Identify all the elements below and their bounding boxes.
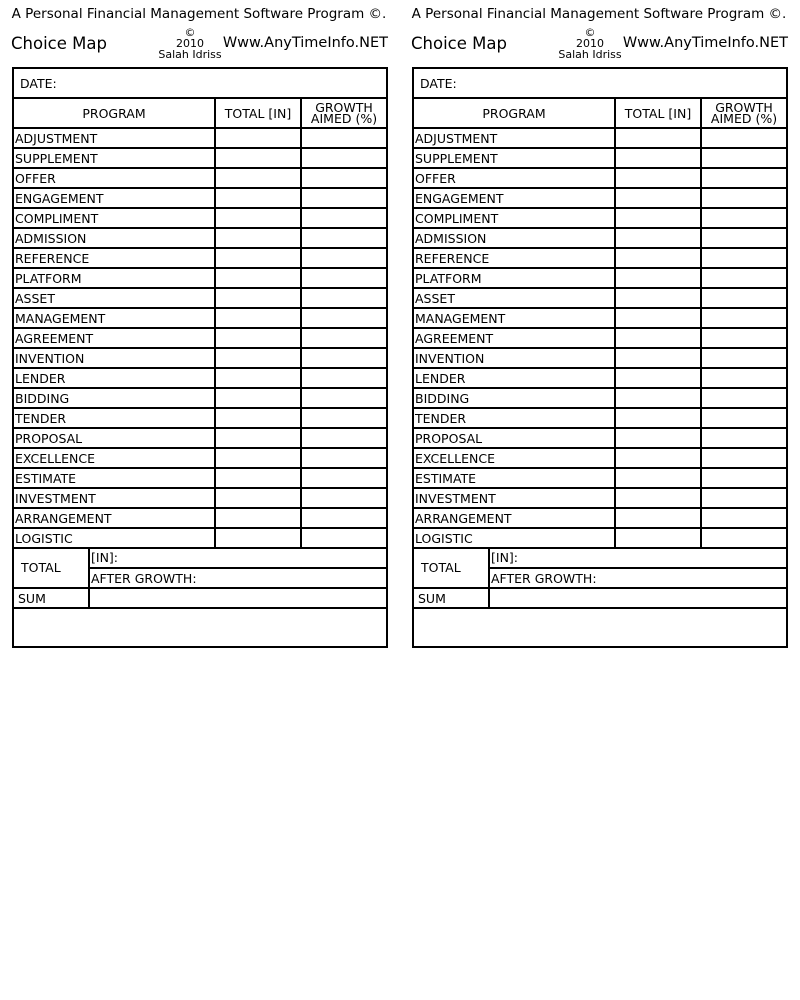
growth-aimed-cell[interactable]: [702, 369, 786, 387]
program-name: LENDER: [14, 369, 216, 387]
program-name: TENDER: [414, 409, 616, 427]
total-in-cell[interactable]: [216, 309, 302, 327]
program-name: ARRANGEMENT: [414, 509, 616, 527]
notes-area[interactable]: [414, 609, 786, 646]
table-row: [414, 189, 786, 209]
table-row: [414, 489, 786, 509]
growth-aimed-cell[interactable]: [302, 469, 386, 487]
total-in-cell[interactable]: [616, 209, 702, 227]
growth-aimed-cell[interactable]: [302, 389, 386, 407]
total-in-cell[interactable]: [216, 349, 302, 367]
growth-aimed-cell[interactable]: [702, 249, 786, 267]
table-row: [14, 269, 386, 289]
program-name: EXCELLENCE: [14, 449, 216, 467]
table-row: [14, 469, 386, 489]
copyright-year: 2010: [176, 37, 204, 50]
growth-column-header: GROWTH AIMED (%): [302, 99, 386, 129]
total-in-cell[interactable]: [616, 249, 702, 267]
program-name: INVENTION: [414, 349, 616, 367]
copyright-year: 2010: [576, 37, 604, 50]
total-in-cell[interactable]: [216, 529, 302, 547]
growth-aimed-cell[interactable]: [302, 449, 386, 467]
growth-aimed-cell[interactable]: [302, 509, 386, 527]
total-in-cell[interactable]: [616, 389, 702, 407]
program-name: PLATFORM: [14, 269, 216, 287]
program-column-header: PROGRAM: [414, 99, 616, 129]
program-name: ENGAGEMENT: [14, 189, 216, 207]
total-in-cell[interactable]: [616, 409, 702, 427]
program-name: AGREEMENT: [14, 329, 216, 347]
program-name: ASSET: [414, 289, 616, 307]
growth-aimed-cell[interactable]: [702, 229, 786, 247]
table-row: [14, 369, 386, 389]
growth-aimed-cell[interactable]: [302, 229, 386, 247]
table-row: [14, 149, 386, 169]
table-row: [14, 409, 386, 429]
growth-aimed-cell[interactable]: [702, 329, 786, 347]
total-in-cell[interactable]: [216, 409, 302, 427]
sum-field[interactable]: [490, 589, 786, 609]
growth-aimed-cell[interactable]: [702, 209, 786, 227]
table-row: [414, 449, 786, 469]
copyright-symbol: ©: [584, 26, 596, 39]
growth-aimed-cell[interactable]: [302, 429, 386, 447]
date-label: DATE:: [420, 76, 457, 91]
growth-aimed-cell[interactable]: [702, 409, 786, 427]
program-name: OFFER: [14, 169, 216, 187]
table-row: [414, 409, 786, 429]
growth-aimed-cell[interactable]: [702, 189, 786, 207]
growth-aimed-cell[interactable]: [302, 329, 386, 347]
growth-aimed-cell[interactable]: [302, 369, 386, 387]
program-name: EXCELLENCE: [414, 449, 616, 467]
growth-aimed-cell[interactable]: [702, 149, 786, 167]
tagline: A Personal Financial Management Software Program ©.: [411, 6, 787, 22]
table-row: [414, 149, 786, 169]
total-in-cell[interactable]: [216, 329, 302, 347]
table-row: [414, 269, 786, 289]
program-name: PROPOSAL: [14, 429, 216, 447]
growth-aimed-cell[interactable]: [702, 289, 786, 307]
growth-aimed-cell[interactable]: [302, 529, 386, 547]
total-in-cell[interactable]: [616, 489, 702, 507]
total-in-cell[interactable]: [616, 169, 702, 187]
program-name: ASSET: [14, 289, 216, 307]
table-row: [414, 349, 786, 369]
program-name: MANAGEMENT: [414, 309, 616, 327]
growth-aimed-cell[interactable]: [702, 509, 786, 527]
growth-aimed-cell[interactable]: [702, 469, 786, 487]
growth-aimed-cell[interactable]: [702, 309, 786, 327]
total-in-cell[interactable]: [616, 469, 702, 487]
table-row: [14, 349, 386, 369]
total-in-cell[interactable]: [616, 449, 702, 467]
notes-area[interactable]: [14, 609, 386, 646]
total-in-cell[interactable]: [216, 469, 302, 487]
program-name: LOGISTIC: [414, 529, 616, 547]
program-name: ADJUSTMENT: [14, 129, 216, 147]
copyright-block: [550, 27, 630, 60]
program-name: PROPOSAL: [414, 429, 616, 447]
after-growth-field[interactable]: [90, 569, 386, 589]
growth-aimed-cell[interactable]: [302, 489, 386, 507]
total-in-cell[interactable]: [616, 369, 702, 387]
growth-aimed-cell[interactable]: [302, 169, 386, 187]
total-in-label: [IN]:: [491, 550, 519, 565]
table-row: [14, 229, 386, 249]
program-name: ESTIMATE: [14, 469, 216, 487]
table-row: [14, 309, 386, 329]
program-name: LENDER: [414, 369, 616, 387]
growth-aimed-cell[interactable]: [702, 349, 786, 367]
table-row: [14, 129, 386, 149]
copyright-author: Salah Idriss: [558, 48, 622, 61]
total-in-cell[interactable]: [216, 449, 302, 467]
after-growth-label: AFTER GROWTH:: [491, 571, 597, 586]
program-name: COMPLIMENT: [414, 209, 616, 227]
program-name: COMPLIMENT: [14, 209, 216, 227]
table-row: [14, 489, 386, 509]
total-in-cell[interactable]: [216, 229, 302, 247]
table-row: [414, 469, 786, 489]
program-name: PLATFORM: [414, 269, 616, 287]
total-in-cell[interactable]: [616, 429, 702, 447]
growth-aimed-cell[interactable]: [302, 309, 386, 327]
table-row: [14, 289, 386, 309]
table-row: [414, 129, 786, 149]
growth-aimed-cell[interactable]: [302, 269, 386, 287]
table-row: [414, 249, 786, 269]
table-row: [414, 169, 786, 189]
program-name: REFERENCE: [414, 249, 616, 267]
date-field[interactable]: [414, 69, 786, 99]
sum-label: SUM: [414, 589, 490, 609]
program-name: AGREEMENT: [414, 329, 616, 347]
growth-aimed-cell[interactable]: [302, 189, 386, 207]
table-row: [414, 229, 786, 249]
program-name: ESTIMATE: [414, 469, 616, 487]
program-name: INVESTMENT: [14, 489, 216, 507]
page-title: Choice Map: [411, 34, 507, 53]
total-in-cell[interactable]: [616, 329, 702, 347]
total-in-cell[interactable]: [216, 249, 302, 267]
growth-aimed-cell[interactable]: [302, 409, 386, 427]
program-name: ENGAGEMENT: [414, 189, 616, 207]
program-name: TENDER: [14, 409, 216, 427]
total-in-cell[interactable]: [216, 509, 302, 527]
sum-field[interactable]: [90, 589, 386, 609]
after-growth-label: AFTER GROWTH:: [91, 571, 197, 586]
total-in-cell[interactable]: [616, 289, 702, 307]
growth-aimed-cell[interactable]: [702, 429, 786, 447]
total-in-field[interactable]: [90, 549, 386, 569]
table-row: [14, 169, 386, 189]
total-in-cell[interactable]: [216, 129, 302, 147]
total-in-cell[interactable]: [216, 209, 302, 227]
total-in-cell[interactable]: [616, 269, 702, 287]
total-in-cell[interactable]: [216, 289, 302, 307]
program-name: SUPPLEMENT: [14, 149, 216, 167]
growth-aimed-cell[interactable]: [302, 129, 386, 147]
total-column-header: TOTAL [IN]: [216, 99, 302, 129]
total-label: TOTAL: [14, 549, 90, 589]
growth-aimed-cell[interactable]: [702, 129, 786, 147]
table-row: [414, 429, 786, 449]
choice-map-panel-left: [10, 0, 388, 650]
growth-aimed-cell[interactable]: [702, 169, 786, 187]
growth-aimed-cell[interactable]: [302, 209, 386, 227]
program-name: ADMISSION: [414, 229, 616, 247]
after-growth-field[interactable]: [490, 569, 786, 589]
program-name: LOGISTIC: [14, 529, 216, 547]
total-in-cell[interactable]: [616, 529, 702, 547]
table-row: [14, 249, 386, 269]
table-row: [14, 529, 386, 549]
growth-aimed-cell[interactable]: [702, 269, 786, 287]
growth-aimed-cell[interactable]: [302, 149, 386, 167]
table-row: [14, 209, 386, 229]
copyright-author: Salah Idriss: [158, 48, 222, 61]
program-name: ADMISSION: [14, 229, 216, 247]
total-in-cell[interactable]: [616, 129, 702, 147]
total-label: TOTAL: [414, 549, 490, 589]
growth-aimed-cell[interactable]: [302, 289, 386, 307]
total-in-field[interactable]: [490, 549, 786, 569]
table-row: [14, 389, 386, 409]
program-name: SUPPLEMENT: [414, 149, 616, 167]
sum-label: SUM: [14, 589, 90, 609]
table-row: [414, 369, 786, 389]
total-in-cell[interactable]: [616, 349, 702, 367]
table-row: [414, 529, 786, 549]
choice-map-form: [412, 67, 788, 648]
program-name: ADJUSTMENT: [414, 129, 616, 147]
growth-aimed-cell[interactable]: [302, 349, 386, 367]
total-in-cell[interactable]: [616, 509, 702, 527]
total-in-cell[interactable]: [216, 169, 302, 187]
table-row: [14, 329, 386, 349]
growth-aimed-cell[interactable]: [702, 529, 786, 547]
table-row: [14, 509, 386, 529]
growth-column-header: GROWTH AIMED (%): [702, 99, 786, 129]
growth-aimed-cell[interactable]: [702, 449, 786, 467]
choice-map-form: [12, 67, 388, 648]
growth-aimed-cell[interactable]: [702, 489, 786, 507]
total-in-cell[interactable]: [216, 149, 302, 167]
program-column-header: PROGRAM: [14, 99, 216, 129]
total-in-cell[interactable]: [616, 149, 702, 167]
total-in-cell[interactable]: [216, 489, 302, 507]
table-row: [14, 189, 386, 209]
page-title: Choice Map: [11, 34, 107, 53]
table-row: [14, 429, 386, 449]
copyright-block: [150, 27, 230, 60]
table-row: [414, 329, 786, 349]
table-row: [414, 309, 786, 329]
total-in-cell[interactable]: [216, 389, 302, 407]
program-name: BIDDING: [14, 389, 216, 407]
program-name: BIDDING: [414, 389, 616, 407]
table-row: [414, 209, 786, 229]
table-row: [414, 509, 786, 529]
total-in-cell[interactable]: [616, 189, 702, 207]
total-in-cell[interactable]: [216, 189, 302, 207]
total-in-cell[interactable]: [216, 369, 302, 387]
total-in-cell[interactable]: [216, 429, 302, 447]
table-row: [14, 449, 386, 469]
total-in-cell[interactable]: [616, 309, 702, 327]
program-name: INVENTION: [14, 349, 216, 367]
program-name: MANAGEMENT: [14, 309, 216, 327]
choice-map-panel-right: [410, 0, 788, 650]
total-column-header: TOTAL [IN]: [616, 99, 702, 129]
table-row: [414, 289, 786, 309]
growth-aimed-cell[interactable]: [702, 389, 786, 407]
growth-aimed-cell[interactable]: [302, 249, 386, 267]
program-name: REFERENCE: [14, 249, 216, 267]
total-in-cell[interactable]: [216, 269, 302, 287]
copyright-symbol: ©: [184, 26, 196, 39]
total-in-cell[interactable]: [616, 229, 702, 247]
website-link[interactable]: Www.AnyTimeInfo.NET: [222, 35, 388, 51]
program-name: OFFER: [414, 169, 616, 187]
total-in-label: [IN]:: [91, 550, 119, 565]
program-name: INVESTMENT: [414, 489, 616, 507]
date-field[interactable]: [14, 69, 386, 99]
table-row: [414, 389, 786, 409]
program-name: ARRANGEMENT: [14, 509, 216, 527]
website-link[interactable]: Www.AnyTimeInfo.NET: [622, 35, 788, 51]
date-label: DATE:: [20, 76, 57, 91]
tagline: A Personal Financial Management Software Program ©.: [11, 6, 387, 22]
